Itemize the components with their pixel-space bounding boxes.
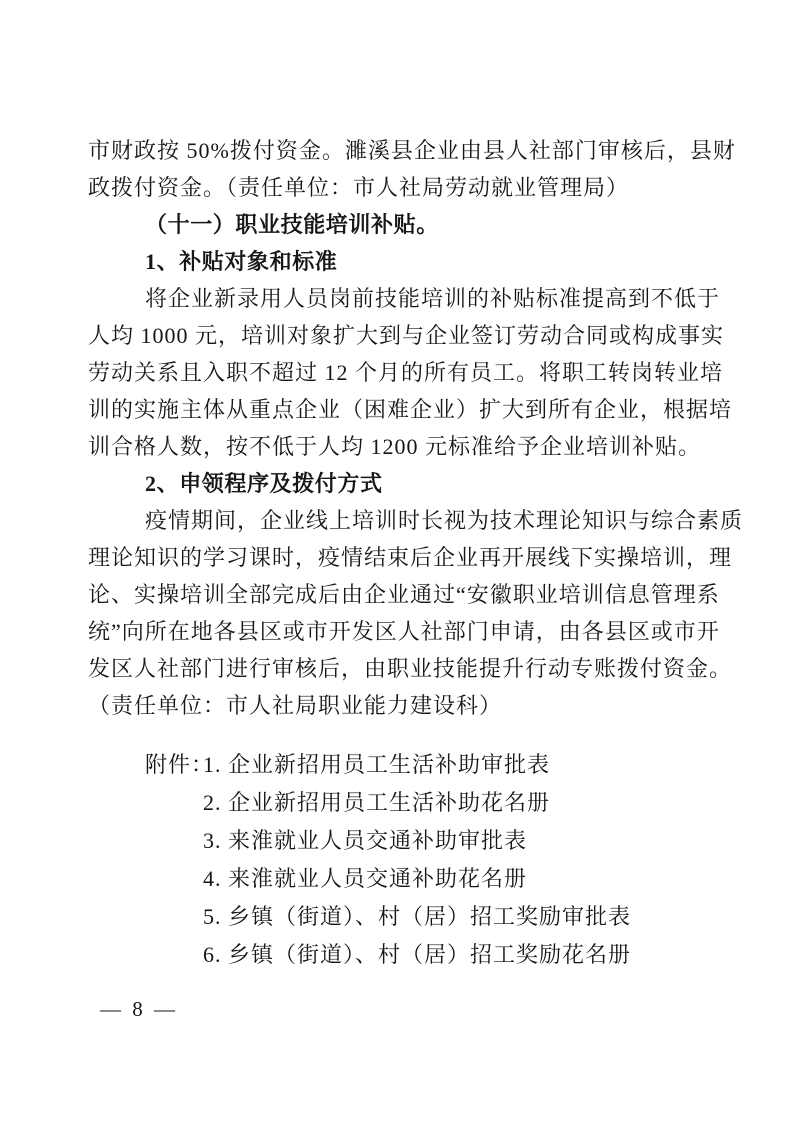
body-line: 劳动关系且入职不超过 12 个月的所有员工。将职工转岗转业培 [88, 360, 724, 385]
attachment-item: 2. 企业新招用员工生活补助花名册 [203, 790, 551, 815]
body-line: 人均 1000 元，培训对象扩大到与企业签订劳动合同或构成事实 [88, 323, 725, 348]
attachments-list [203, 746, 728, 974]
attachment-item: 4. 来淮就业人员交通补助花名册 [203, 866, 528, 891]
body-line: （责任单位：市人社局职业能力建设科） [88, 693, 503, 718]
body-line: 市财政按 50%拨付资金。濉溪县企业由县人社部门审核后，县财 [88, 138, 736, 163]
heading-item-11: （十一）职业技能培训补贴。 [145, 212, 439, 237]
body-line: 训合格人数，按不低于人均 1200 元标准给予企业培训补贴。 [88, 434, 702, 459]
body-line: 训的实施主体从重点企业（困难企业）扩大到所有企业，根据培 [88, 397, 733, 422]
body-line: 发区人社部门进行审核后，由职业技能提升行动专账拨付资金。 [88, 656, 733, 681]
body-line: 政拨付资金。（责任单位：市人社局劳动就业管理局） [88, 175, 630, 200]
body-line: 疫情期间，企业线上培训时长视为技术理论知识与综合素质 [145, 508, 744, 533]
attachments-label: 附件： [145, 752, 215, 777]
document-body [88, 132, 744, 974]
heading-sub-1: 1、补贴对象和标准 [145, 249, 338, 274]
attachments-section [88, 746, 728, 974]
body-line: 论、实操培训全部完成后由企业通过“安徽职业培训信息管理系 [88, 582, 720, 607]
body-line: 统”向所在地各县区或市开发区人社部门申请，由各县区或市开 [88, 619, 720, 644]
body-line: 理论知识的学习课时，疫情结束后企业再开展线下实操培训，理 [88, 545, 733, 570]
attachment-item: 5. 乡镇（街道）、村（居）招工奖励审批表 [203, 904, 632, 929]
attachment-item: 3. 来淮就业人员交通补助审批表 [203, 828, 528, 853]
page-number: — 8 — [100, 997, 178, 1021]
body-line: 将企业新录用人员岗前技能培训的补贴标准提高到不低于 [145, 286, 721, 311]
attachment-item: 6. 乡镇（街道）、村（居）招工奖励花名册 [203, 942, 632, 967]
attachment-item: 1. 企业新招用员工生活补助审批表 [203, 752, 551, 777]
heading-sub-2: 2、申领程序及拨付方式 [145, 471, 383, 496]
